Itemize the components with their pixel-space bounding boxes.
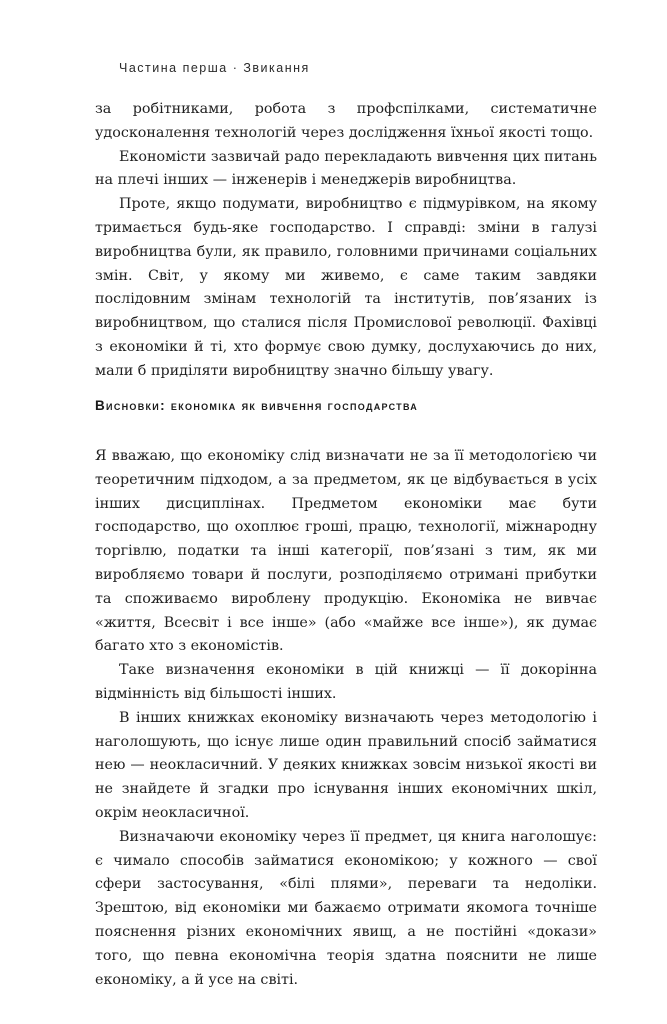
paragraph: Економісти зазвичай радо перекладають вивчення цих питань на плечі інших — інженерів і менеджерів виробництва. — [95, 148, 597, 189]
paragraph: Проте, якщо подумати, виробництво є підмурівком, на якому тримається будь-яке господарство. І справді: зміни в галузі виробництва були, як правило, головними причинами соціальних змін. Світ, у якому ми живемо, є саме таким завдяки послідовним змінам технологій та інститутів, пов’язаних із виробництвом, що сталися після Промислової революції. Фахівці з економіки й ті, хто формує свою думку, дослухаючись до них, мали б приділяти виробництву значно більшу увагу. — [95, 196, 597, 379]
running-header: Частина перша · Звикання — [119, 61, 310, 75]
paragraph: В інших книжках економіку визначають через методологію і наголошують, що існує лише один правильний спосіб займатися нею — неокласичний. У деяких книжках зовсім низької якості ви не знайдете й згадки про існування інших економічних шкіл, окрім неокласичної. — [95, 709, 597, 821]
paragraph: Визначаючи економіку через її предмет, ця книга наголошує: є чимало способів займатися економікою; у кожного — свої сфери застосування, «білі плями», переваги та недоліки. Зрештою, від економіки ми бажаємо отримати якомога точніше пояснення різних економічних явищ, а не постійні «докази» того, що певна економічна теорія здатна пояснити не лише економіку, а й усе на світі. — [95, 828, 597, 988]
text-block-before-section — [95, 98, 597, 384]
paragraph-continuation: за робітниками, робота з профспілками, систематичне удосконалення технологій через дослідження їхньої якості тощо. — [95, 101, 597, 141]
paragraph: Таке визначення економіки в цій книжці — її докорінна відмінність від більшості інших. — [95, 662, 597, 702]
paragraph-first: Я вважаю, що економіку слід визначати не за її методологією чи теоретичним підходом, а за предметом, як це відбувається в усіх інших дисциплінах. Предметом економіки має бути господарство, що охоплює гроші, працю, технології, міжнародну торгівлю, податки та інші категорії, пов’язані з тим, як ми виробляємо товари й послуги, розподіляємо отримані прибутки та споживаємо вироблену продукцію. Економіка не вивчає «життя, Всесвіт і все інше» (або «майже все інше»), як думає багато хто з економістів. — [95, 448, 597, 655]
section-heading: Висновки: економіка як вивчення господарства — [95, 398, 419, 413]
text-block-section — [95, 445, 597, 992]
